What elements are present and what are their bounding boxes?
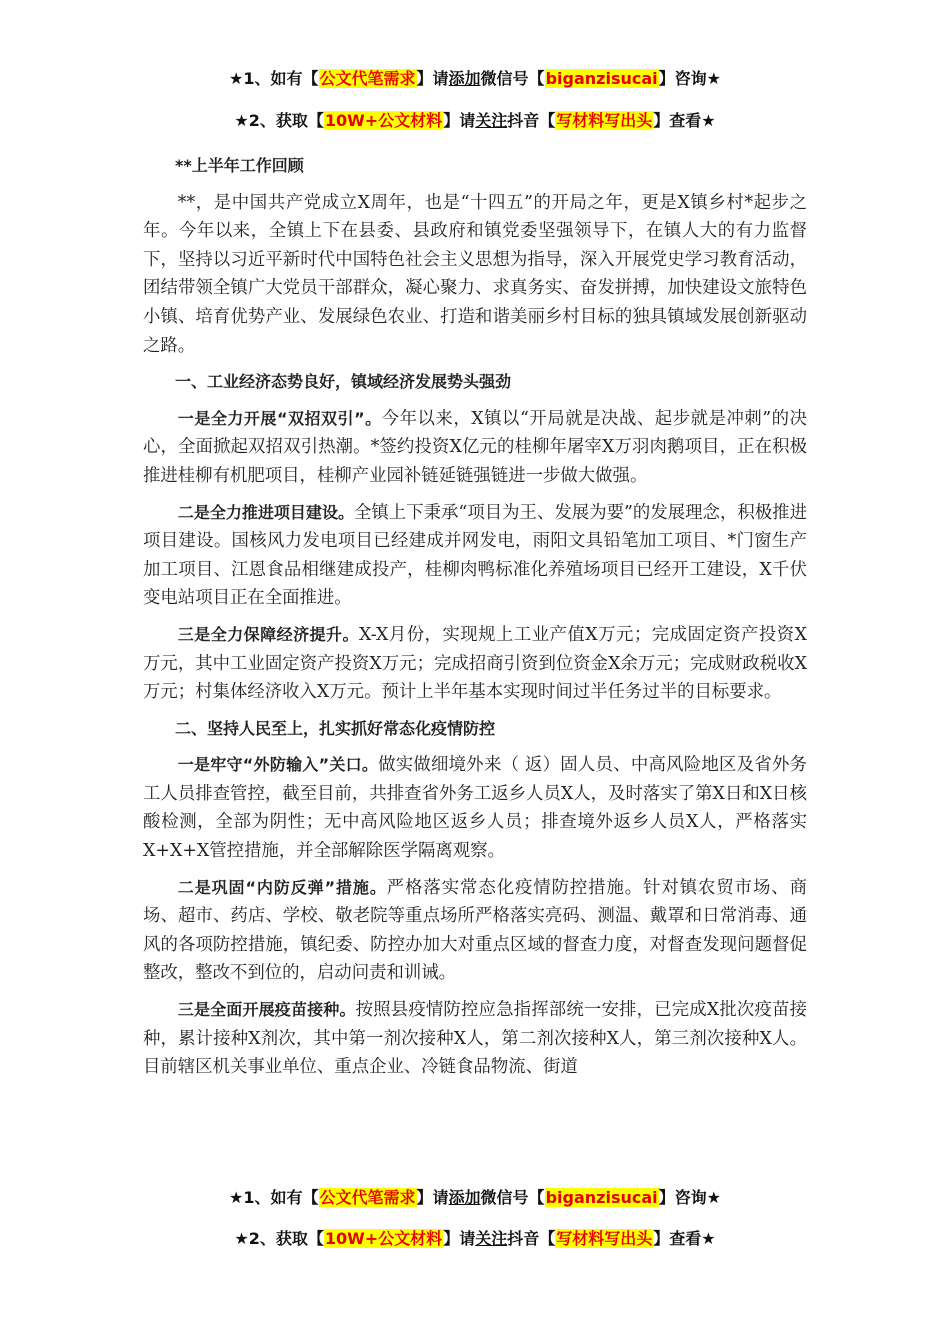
promo-banner-top-line2 bbox=[0, 109, 950, 133]
banner-text: ★2、获取【 bbox=[234, 111, 324, 130]
banner-text: 】咨询★ bbox=[658, 69, 721, 88]
paragraph-text: 全镇上下秉承“项目为王、发展为要”的发展理念，积极推进项目建设。国核风力发电项目已经建成并网发电，雨阳文具铅笔加工项目、*门窗生产加工项目、江恩食品相继建成投产，桂柳肉鸭标准化养殖场项目已经开工建设，X千伏变电站项目正在全面推进。 bbox=[143, 502, 807, 609]
paragraph-lead: 一是牢守“外防输入”关口。 bbox=[177, 755, 379, 775]
paragraph-text: 做实做细境外来（ 返）固人员、中高风险地区及省外务工人员排查管控，截至目前，共排查省外务工返乡人员X人，及时落实了第X日和X日核酸检测，全部为阴性；无中高风险地区返乡人员；排查境外返乡人员X人，严格落实X+X+X管控措施，并全部解除医学隔离观察。 bbox=[143, 755, 807, 862]
banner-underline: 关注 bbox=[475, 1229, 508, 1248]
banner-highlight: biganzisucai bbox=[545, 1188, 658, 1207]
promo-banner-top-line1 bbox=[0, 67, 950, 91]
banner-text: 】请 bbox=[416, 1188, 449, 1207]
promo-banner-bottom-line1 bbox=[0, 1186, 950, 1210]
intro-paragraph: **，是中国共产党成立X周年，也是“十四五”的开局之年，更是X镇乡村*起步之年。今年以来，全镇上下在县委、县政府和镇党委坚强领导下，在镇人大的有力监督下，坚持以习近平新时代中国特色社会主义思想为指导，深入开展党史学习教育活动，团结带领全镇广大党员干部群众，凝心聚力、求真务实、奋发拼搏，加快建设文旅特色小镇、培育优势产业、发展绿色农业、打造和谐美丽乡村目标的独具镇域发展创新驱动之路。 bbox=[143, 192, 807, 356]
banner-underline: 添加 bbox=[448, 69, 481, 88]
banner-highlight: 10W+公文材料 bbox=[324, 111, 443, 130]
banner-text: 】咨询★ bbox=[658, 1188, 721, 1207]
paragraph-text: 严格落实常态化疫情防控措施。针对镇农贸市场、商场、超市、药店、学校、敬老院等重点场所严格落实亮码、测温、戴罩和日常消毒、通风的各项防控措施，镇纪委、防控办加大对重点区域的督查力度，对督查发现问题督促整改，整改不到位的，启动问责和训诫。 bbox=[143, 877, 807, 984]
document-body bbox=[143, 152, 807, 1090]
banner-text: ★1、如有【 bbox=[229, 69, 319, 88]
banner-text: 】请 bbox=[416, 69, 449, 88]
banner-text: 】查看★ bbox=[653, 111, 716, 130]
banner-text: 】请 bbox=[443, 111, 476, 130]
banner-text: ★2、获取【 bbox=[234, 1229, 324, 1248]
banner-text: 微信号【 bbox=[480, 69, 545, 88]
paragraph bbox=[143, 499, 807, 613]
banner-highlight: 10W+公文材料 bbox=[324, 1229, 443, 1248]
banner-text: 微信号【 bbox=[480, 1188, 545, 1207]
banner-underline: 关注 bbox=[475, 111, 508, 130]
banner-highlight: 写材料写出头 bbox=[556, 111, 653, 130]
paragraph-lead: 二是全力推进项目建设。 bbox=[177, 502, 354, 522]
banner-text: 抖音【 bbox=[507, 1229, 556, 1248]
paragraph bbox=[143, 874, 807, 988]
paragraph bbox=[143, 621, 807, 707]
banner-highlight: 公文代笔需求 bbox=[319, 1188, 416, 1207]
paragraph-text: X-X月份，实现规上工业产值X万元；完成固定资产投资X万元，其中工业固定资产投资X万元；完成招商引资到位资金X余万元；完成财政税收X万元；村集体经济收入X万元。预计上半年基本实现时间过半任务过半的目标要求。 bbox=[143, 624, 807, 703]
banner-highlight: 公文代笔需求 bbox=[319, 69, 416, 88]
paragraph bbox=[143, 996, 807, 1082]
document-title: **上半年工作回顾 bbox=[175, 156, 304, 175]
banner-highlight: biganzisucai bbox=[545, 69, 658, 88]
banner-underline: 添加 bbox=[448, 1188, 481, 1207]
section-heading: 一、工业经济态势良好，镇域经济发展势头强劲 bbox=[175, 372, 512, 392]
paragraph-lead: 三是全力保障经济提升。 bbox=[177, 624, 359, 644]
paragraph bbox=[143, 405, 807, 491]
paragraph-lead: 二是巩固“内防反弹”措施。 bbox=[177, 877, 387, 897]
banner-highlight: 写材料写出头 bbox=[556, 1229, 653, 1248]
promo-banner-bottom-line2 bbox=[0, 1227, 950, 1251]
banner-text: 抖音【 bbox=[507, 111, 556, 130]
paragraph-text: 按照县疫情防控应急指挥部统一安排，已完成X批次疫苗接种，累计接种X剂次，其中第一剂次接种X人，第二剂次接种X人，第三剂次接种X人。目前辖区机关事业单位、重点企业、冷链食品物流、街道 bbox=[143, 1000, 807, 1078]
banner-text: 】请 bbox=[443, 1229, 476, 1248]
paragraph-text: 今年以来，X镇以“开局就是决战、起步就是冲刺”的决心，全面掀起双招双引热潮。*签约投资X亿元的桂柳年屠宰X万羽肉鹅项目，正在积极推进桂柳有机肥项目，桂柳产业园补链延链强链进一步做大做强。 bbox=[143, 408, 807, 486]
banner-text: ★1、如有【 bbox=[229, 1188, 319, 1207]
paragraph-lead: 一是全力开展“双招双引”。 bbox=[177, 408, 382, 428]
banner-text: 】查看★ bbox=[653, 1229, 716, 1248]
section-heading: 二、坚持人民至上，扎实抓好常态化疫情防控 bbox=[175, 718, 496, 738]
paragraph-lead: 三是全面开展疫苗接种。 bbox=[177, 1000, 356, 1020]
paragraph bbox=[143, 751, 807, 865]
